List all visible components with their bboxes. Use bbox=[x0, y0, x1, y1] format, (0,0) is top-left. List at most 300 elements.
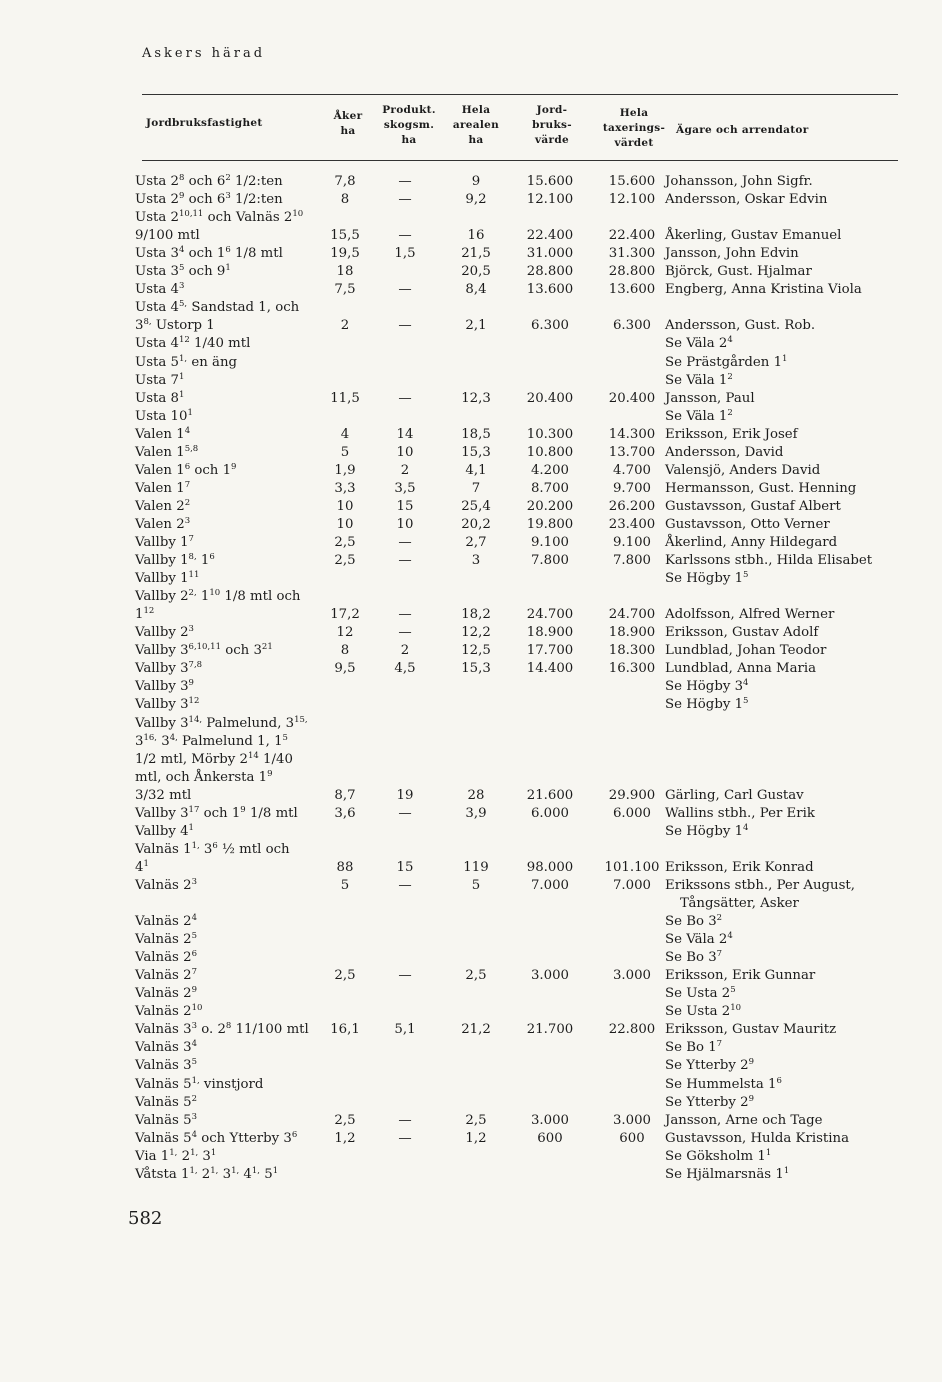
cell-tax: 24.700 bbox=[608, 607, 656, 623]
cell-owner: Se Högby $3^4$ bbox=[665, 678, 749, 695]
cell-property: Vallby $4^1$ bbox=[135, 822, 194, 839]
cell-owner: Gustavsson, Otto Verner bbox=[665, 516, 830, 532]
cell-tax: 600 bbox=[619, 1130, 645, 1146]
cell-hela: 20,2 bbox=[461, 516, 491, 532]
cell-property: Vallby $3^{14,}$ Palmelund, $3^{15,}$ bbox=[135, 714, 308, 731]
cell-aker: 11,5 bbox=[330, 390, 360, 406]
table-row bbox=[0, 191, 942, 209]
cell-tax: 6.300 bbox=[612, 318, 652, 334]
cell-property: Usta $4^3$ bbox=[135, 281, 185, 298]
cell-owner: Eriksson, Erik Josef bbox=[665, 426, 798, 442]
cell-jord: 10.800 bbox=[526, 444, 574, 460]
cell-jord: 18.900 bbox=[526, 625, 574, 641]
cell-hela: 18,5 bbox=[461, 426, 491, 442]
cell-property: Valnäs $2^4$ bbox=[135, 913, 197, 930]
cell-jord: 6.000 bbox=[530, 805, 570, 821]
table-row bbox=[0, 1076, 942, 1094]
cell-property: Valen $1^4$ bbox=[135, 425, 191, 442]
table-row bbox=[0, 895, 942, 913]
cell-tax: 16.300 bbox=[608, 661, 656, 677]
cell-aker: 5 bbox=[340, 877, 350, 893]
cell-property: Usta $2^8$ och $6^2$ 1/2:ten bbox=[135, 173, 283, 189]
cell-jord: 21.700 bbox=[526, 1022, 574, 1038]
cell-jord: 17.700 bbox=[526, 643, 574, 659]
cell-property: Usta $7^1$ bbox=[135, 371, 185, 388]
cell-tax: 9.100 bbox=[612, 535, 652, 550]
cell-property: Usta $4^{12}$ 1/40 mtl bbox=[135, 335, 251, 352]
cell-aker: 2,5 bbox=[334, 1112, 356, 1128]
cell-jord: 20.200 bbox=[526, 498, 574, 514]
cell-hela: 21,2 bbox=[461, 1022, 491, 1038]
col-header-hela: Hela arealen ha bbox=[452, 104, 500, 146]
cell-property: Valnäs $3^5$ bbox=[135, 1057, 197, 1074]
table-row bbox=[0, 426, 942, 444]
cell-property: 1/2 mtl, Mörby $2^{14}$ 1/40 bbox=[135, 750, 293, 767]
cell-jord: 10.300 bbox=[526, 426, 574, 442]
cell-property: Valnäs $5^2$ bbox=[135, 1093, 197, 1110]
cell-property: Usta $3^4$ och $1^6$ 1/8 mtl bbox=[135, 245, 283, 262]
table-row bbox=[0, 570, 942, 588]
cell-aker: 2,5 bbox=[334, 968, 356, 984]
table-row bbox=[0, 877, 942, 895]
table-row bbox=[0, 1021, 942, 1039]
cell-owner: Åkerlind, Anny Hildegard bbox=[665, 535, 838, 550]
cell-prod: — bbox=[398, 228, 412, 244]
table-row bbox=[0, 949, 942, 967]
cell-prod: 19 bbox=[396, 787, 414, 803]
cell-property: Valnäs $2^{10}$ bbox=[135, 1003, 203, 1020]
table-row bbox=[0, 931, 942, 949]
cell-tax: 7.800 bbox=[612, 553, 652, 569]
table-row bbox=[0, 408, 942, 426]
cell-property: Vallby $1^{8,}$ $1^6$ bbox=[135, 552, 215, 569]
cell-owner: Jansson, Paul bbox=[665, 390, 755, 406]
table-row bbox=[0, 642, 942, 660]
cell-prod: — bbox=[398, 192, 412, 208]
table-row bbox=[0, 1057, 942, 1075]
col-header-property: Jordbruksfastighet bbox=[146, 117, 263, 129]
cell-tax: 31.300 bbox=[608, 246, 656, 262]
table-row bbox=[0, 751, 942, 769]
cell-prod: — bbox=[398, 1130, 412, 1146]
cell-owner: Se Hjälmarsnäs $1^1$ bbox=[665, 1165, 790, 1182]
cell-owner: Eriksson, Erik Konrad bbox=[665, 859, 814, 875]
cell-aker: 18 bbox=[336, 264, 354, 280]
cell-hela: 15,3 bbox=[461, 661, 491, 677]
cell-hela: 9 bbox=[471, 174, 481, 189]
cell-prod: — bbox=[398, 390, 412, 406]
cell-property: Våtsta $1^{1,}$ $2^{1,}$ $3^{1,}$ $4^{1,}$ $5^1$ bbox=[135, 1165, 279, 1182]
cell-prod: — bbox=[398, 625, 412, 641]
cell-tax: 3.000 bbox=[612, 968, 652, 984]
cell-prod: — bbox=[398, 1112, 412, 1128]
table-row bbox=[0, 696, 942, 714]
cell-owner: Gärling, Carl Gustav bbox=[665, 787, 804, 803]
cell-tax: 7.000 bbox=[612, 877, 652, 893]
cell-property: Valnäs $2^3$ bbox=[135, 876, 197, 893]
cell-property: $1^{12}$ bbox=[135, 606, 155, 623]
cell-hela: 8,4 bbox=[465, 282, 487, 298]
table-row bbox=[0, 1039, 942, 1057]
cell-owner: Wallins stbh., Per Erik bbox=[665, 805, 815, 821]
table-row bbox=[0, 299, 942, 317]
cell-jord: 7.000 bbox=[530, 877, 570, 893]
table-row bbox=[0, 552, 942, 570]
cell-tax: 4.700 bbox=[612, 462, 652, 478]
cell-owner: Se Bo $3^7$ bbox=[665, 949, 723, 966]
cell-hela: 9,2 bbox=[465, 192, 487, 208]
cell-property: Vallby $3^9$ bbox=[135, 678, 194, 695]
cell-prod: — bbox=[398, 174, 412, 189]
table-row bbox=[0, 769, 942, 787]
table-top-rule bbox=[142, 94, 898, 95]
cell-owner: Se Usta $2^{10}$ bbox=[665, 1003, 742, 1020]
cell-owner: Se Bo $3^2$ bbox=[665, 913, 723, 930]
cell-property: 3/32 mtl bbox=[135, 787, 192, 803]
table-row bbox=[0, 444, 942, 462]
cell-jord: 22.400 bbox=[526, 228, 574, 244]
table-row bbox=[0, 480, 942, 498]
cell-owner: Se Väla $1^2$ bbox=[665, 371, 733, 388]
cell-property: Valen $1^6$ och $1^9$ bbox=[135, 461, 237, 478]
cell-hela: 119 bbox=[463, 859, 489, 875]
table-row bbox=[0, 1166, 942, 1184]
cell-prod: — bbox=[398, 877, 412, 893]
cell-hela: 2,5 bbox=[465, 1112, 487, 1128]
cell-property: Valnäs $5^4$ och Ytterby $3^6$ bbox=[135, 1129, 298, 1146]
cell-owner: Andersson, David bbox=[665, 444, 784, 460]
cell-aker: 4 bbox=[340, 426, 350, 442]
cell-prod: 2 bbox=[400, 462, 410, 478]
cell-hela: 25,4 bbox=[461, 498, 491, 514]
cell-tax: 15.600 bbox=[608, 174, 656, 189]
table-row bbox=[0, 354, 942, 372]
cell-property: Valnäs $5^3$ bbox=[135, 1111, 197, 1128]
cell-owner: Eriksson, Gustav Mauritz bbox=[665, 1022, 837, 1038]
cell-tax: 22.800 bbox=[608, 1022, 656, 1038]
cell-tax: 3.000 bbox=[612, 1112, 652, 1128]
cell-aker: 2,5 bbox=[334, 535, 356, 550]
cell-hela: 20,5 bbox=[461, 264, 491, 280]
cell-prod: 10 bbox=[396, 444, 414, 460]
table-row bbox=[0, 841, 942, 859]
cell-property: 9/100 mtl bbox=[135, 228, 200, 244]
cell-tax: 18.900 bbox=[608, 625, 656, 641]
cell-tax: 18.300 bbox=[608, 643, 656, 659]
cell-hela: 2,1 bbox=[465, 318, 487, 334]
cell-jord: 8.700 bbox=[530, 480, 570, 496]
cell-owner: Andersson, Gust. Rob. bbox=[665, 318, 816, 334]
cell-property: mtl, och Ånkersta $1^9$ bbox=[135, 768, 273, 785]
cell-aker: 17,2 bbox=[330, 607, 360, 623]
cell-prod: — bbox=[398, 968, 412, 984]
cell-property: $3^{8,}$ Ustorp 1 bbox=[135, 317, 215, 334]
cell-prod: — bbox=[398, 607, 412, 623]
cell-owner: Se Usta $2^5$ bbox=[665, 985, 736, 1002]
cell-owner: Se Väla $2^4$ bbox=[665, 335, 733, 352]
cell-owner: Adolfsson, Alfred Werner bbox=[665, 607, 835, 623]
table-row bbox=[0, 715, 942, 733]
table-row bbox=[0, 859, 942, 877]
page-header: Askers härad bbox=[142, 46, 266, 61]
cell-tax: 22.400 bbox=[608, 228, 656, 244]
table-header-rule bbox=[142, 160, 898, 161]
cell-owner: Se Ytterby $2^9$ bbox=[665, 1093, 755, 1110]
cell-prod: — bbox=[398, 805, 412, 821]
cell-prod: — bbox=[398, 282, 412, 298]
table-row bbox=[0, 1130, 942, 1148]
cell-hela: 16 bbox=[467, 228, 485, 244]
cell-property: Usta $2^9$ och $6^3$ 1/2:ten bbox=[135, 191, 283, 208]
table-row bbox=[0, 913, 942, 931]
cell-owner: Se Göksholm $1^1$ bbox=[665, 1147, 772, 1164]
table-row bbox=[0, 263, 942, 281]
cell-hela: 12,3 bbox=[461, 390, 491, 406]
cell-prod: — bbox=[398, 535, 412, 550]
cell-hela: 3,9 bbox=[465, 805, 487, 821]
cell-jord: 98.000 bbox=[526, 859, 574, 875]
cell-owner: Andersson, Oskar Edvin bbox=[665, 192, 828, 208]
cell-property: Valen 1$^{5,8}$ bbox=[135, 443, 199, 460]
cell-owner: Lundblad, Johan Teodor bbox=[665, 643, 827, 659]
cell-tax: 14.300 bbox=[608, 426, 656, 442]
cell-hela: 15,3 bbox=[461, 444, 491, 460]
cell-property: Valnäs $5^{1,}$ vinstjord bbox=[135, 1075, 264, 1092]
table-row bbox=[0, 498, 942, 516]
table-row bbox=[0, 1094, 942, 1112]
cell-property: Valnäs $2^7$ bbox=[135, 967, 197, 984]
cell-hela: 1,2 bbox=[465, 1130, 487, 1146]
cell-jord: 14.400 bbox=[526, 661, 574, 677]
cell-tax: 23.400 bbox=[608, 516, 656, 532]
cell-property: Vallby 3$^{7,8}$ bbox=[135, 660, 203, 677]
cell-hela: 12,5 bbox=[461, 643, 491, 659]
table-row bbox=[0, 967, 942, 985]
cell-property: Valen $2^2$ bbox=[135, 497, 191, 514]
cell-jord: 13.600 bbox=[526, 282, 574, 298]
cell-jord: 20.400 bbox=[526, 390, 574, 406]
cell-owner: Se Högby $1^5$ bbox=[665, 696, 749, 713]
col-header-jord: Jord- bruks- värde bbox=[532, 104, 572, 146]
cell-tax: 101.100 bbox=[604, 859, 660, 875]
cell-tax: 13.700 bbox=[608, 444, 656, 460]
col-header-prod: Produkt. skogsm. ha bbox=[382, 104, 436, 146]
cell-owner: Se Väla $1^2$ bbox=[665, 407, 733, 424]
cell-property: Valnäs $2^5$ bbox=[135, 931, 197, 948]
cell-aker: 88 bbox=[336, 859, 354, 875]
cell-owner: Se Högby $1^5$ bbox=[665, 570, 749, 587]
cell-tax: 9.700 bbox=[612, 480, 652, 496]
cell-owner: Karlssons stbh., Hilda Elisabet bbox=[665, 553, 873, 569]
cell-aker: 7,8 bbox=[334, 174, 356, 189]
cell-property: Usta 2$^{10,11}$ och Valnäs $2^{10}$ bbox=[135, 209, 304, 226]
cell-hela: 3 bbox=[471, 553, 481, 569]
table-row bbox=[0, 1148, 942, 1166]
cell-owner: Jansson, John Edvin bbox=[665, 246, 799, 262]
cell-aker: 15,5 bbox=[330, 228, 360, 244]
cell-property: Usta $8^1$ bbox=[135, 389, 185, 406]
cell-jord: 3.000 bbox=[530, 968, 570, 984]
cell-hela: 5 bbox=[471, 877, 481, 893]
cell-property: Via $1^{1,}$ $2^{1,}$ $3^1$ bbox=[135, 1147, 217, 1164]
cell-owner: Se Högby $1^4$ bbox=[665, 822, 749, 839]
cell-aker: 3,6 bbox=[334, 805, 356, 821]
cell-owner: Engberg, Anna Kristina Viola bbox=[665, 282, 862, 298]
cell-tax: 6.000 bbox=[612, 805, 652, 821]
cell-owner: Erikssons stbh., Per August, bbox=[665, 877, 855, 893]
table-row bbox=[0, 588, 942, 606]
cell-owner: Jansson, Arne och Tage bbox=[665, 1112, 823, 1128]
table-row bbox=[0, 534, 942, 552]
cell-jord: 4.200 bbox=[530, 462, 570, 478]
cell-owner: Hermansson, Gust. Henning bbox=[665, 480, 857, 496]
cell-owner: Se Hummelsta $1^6$ bbox=[665, 1075, 782, 1092]
cell-owner: Gustavsson, Hulda Kristina bbox=[665, 1130, 849, 1146]
cell-prod: — bbox=[398, 318, 412, 334]
table-row bbox=[0, 227, 942, 245]
cell-property: Vallby $1^7$ bbox=[135, 534, 194, 550]
cell-aker: 5 bbox=[340, 444, 350, 460]
cell-owner: Valensjö, Anders David bbox=[665, 462, 821, 478]
col-header-aker: Åker ha bbox=[333, 110, 363, 137]
cell-property: Usta $10^1$ bbox=[135, 407, 193, 424]
table-row bbox=[0, 335, 942, 353]
table-row bbox=[0, 805, 942, 823]
table-row bbox=[0, 1112, 942, 1130]
cell-property: Usta $5^{1,}$ en äng bbox=[135, 353, 238, 370]
cell-owner: Se Bo $1^7$ bbox=[665, 1039, 723, 1056]
cell-owner: Björck, Gust. Hjalmar bbox=[665, 264, 812, 280]
cell-owner: Eriksson, Gustav Adolf bbox=[665, 625, 819, 641]
cell-hela: 18,2 bbox=[461, 607, 491, 623]
cell-property: Valnäs $3^3$ o. $2^8$ 11/100 mtl bbox=[135, 1021, 309, 1038]
cell-owner: Se Prästgården $1^1$ bbox=[665, 353, 788, 370]
cell-owner: Lundblad, Anna Maria bbox=[665, 661, 817, 677]
cell-property: Valen $1^7$ bbox=[135, 479, 191, 496]
cell-aker: 19,5 bbox=[330, 246, 360, 262]
table-row bbox=[0, 678, 942, 696]
cell-tax: 28.800 bbox=[608, 264, 656, 280]
cell-jord: 12.100 bbox=[526, 192, 574, 208]
cell-jord: 600 bbox=[537, 1130, 563, 1146]
table-row bbox=[0, 1003, 942, 1021]
col-header-tax: Hela taxerings- värdet bbox=[602, 107, 666, 149]
cell-prod: 2 bbox=[400, 643, 410, 659]
table-row bbox=[0, 516, 942, 534]
cell-aker: 10 bbox=[336, 516, 354, 532]
cell-aker: 8 bbox=[340, 192, 350, 208]
cell-owner: Se Väla $2^4$ bbox=[665, 931, 733, 948]
cell-aker: 3,3 bbox=[334, 480, 356, 496]
cell-prod: 4,5 bbox=[394, 661, 416, 677]
cell-jord: 15.600 bbox=[526, 174, 574, 189]
table-row bbox=[0, 462, 942, 480]
cell-property: Usta $4^{5,}$ Sandstad 1, och bbox=[135, 299, 300, 316]
cell-prod: 15 bbox=[396, 859, 414, 875]
cell-hela: 21,5 bbox=[461, 246, 491, 262]
table-row bbox=[0, 390, 942, 408]
table-row bbox=[0, 823, 942, 841]
table-row bbox=[0, 209, 942, 227]
cell-owner: Åkerling, Gustav Emanuel bbox=[665, 228, 842, 244]
cell-hela: 2,7 bbox=[465, 535, 487, 550]
cell-aker: 2,5 bbox=[334, 553, 356, 569]
cell-tax: 29.900 bbox=[608, 787, 656, 803]
cell-prod: 5,1 bbox=[394, 1022, 416, 1038]
cell-property: Valnäs $3^4$ bbox=[135, 1039, 197, 1056]
cell-owner: Tångsätter, Asker bbox=[680, 896, 799, 911]
cell-jord: 6.300 bbox=[530, 318, 570, 334]
table-row bbox=[0, 985, 942, 1003]
cell-aker: 12 bbox=[336, 625, 354, 641]
cell-aker: 9,5 bbox=[334, 661, 356, 677]
cell-property: $3^{16,}$ $3^{4,}$ Palmelund 1, $1^5$ bbox=[135, 732, 288, 749]
table-row bbox=[0, 372, 942, 390]
cell-property: Vallby 3$^{6,10,11}$ och $3^{21}$ bbox=[135, 642, 273, 659]
cell-aker: 2 bbox=[340, 318, 350, 334]
cell-property: Usta $3^5$ och $9^1$ bbox=[135, 263, 231, 280]
cell-jord: 28.800 bbox=[526, 264, 574, 280]
cell-owner: Johansson, John Sigfr. bbox=[665, 174, 813, 189]
cell-tax: 20.400 bbox=[608, 390, 656, 406]
table-row bbox=[0, 606, 942, 624]
cell-prod: — bbox=[398, 553, 412, 569]
cell-aker: 10 bbox=[336, 498, 354, 514]
cell-jord: 21.600 bbox=[526, 787, 574, 803]
cell-aker: 1,9 bbox=[334, 462, 356, 478]
cell-prod: 1,5 bbox=[394, 246, 416, 262]
cell-prod: 15 bbox=[396, 498, 414, 514]
table-row bbox=[0, 624, 942, 642]
cell-property: Valen $2^3$ bbox=[135, 515, 191, 532]
cell-aker: 8,7 bbox=[334, 787, 356, 803]
cell-property: Valnäs $2^6$ bbox=[135, 949, 197, 966]
cell-property: Vallby $2^{2,}$ $1^{10}$ 1/8 mtl och bbox=[135, 588, 301, 605]
table-row bbox=[0, 317, 942, 335]
cell-owner: Eriksson, Erik Gunnar bbox=[665, 968, 816, 984]
cell-hela: 7 bbox=[471, 480, 481, 496]
cell-jord: 24.700 bbox=[526, 607, 574, 623]
table-row bbox=[0, 660, 942, 678]
table-row bbox=[0, 173, 942, 191]
cell-tax: 12.100 bbox=[608, 192, 656, 208]
cell-aker: 7,5 bbox=[334, 282, 356, 298]
cell-aker: 8 bbox=[340, 643, 350, 659]
table-row bbox=[0, 245, 942, 263]
cell-hela: 4,1 bbox=[465, 462, 487, 478]
cell-property: Vallby $3^{17}$ och $1^9$ 1/8 mtl bbox=[135, 804, 298, 821]
table-row bbox=[0, 733, 942, 751]
cell-jord: 19.800 bbox=[526, 516, 574, 532]
cell-aker: 1,2 bbox=[334, 1130, 356, 1146]
table-row bbox=[0, 281, 942, 299]
cell-hela: 28 bbox=[467, 787, 485, 803]
cell-property: Vallby $3^{12}$ bbox=[135, 696, 200, 713]
cell-jord: 7.800 bbox=[530, 553, 570, 569]
cell-property: Valnäs $1^{1,}$ $3^6$ ½ mtl och bbox=[135, 840, 290, 857]
page-number: 582 bbox=[128, 1208, 163, 1229]
cell-hela: 12,2 bbox=[461, 625, 491, 641]
cell-tax: 26.200 bbox=[608, 498, 656, 514]
col-header-owner: Ägare och arrendator bbox=[676, 124, 809, 136]
cell-jord: 3.000 bbox=[530, 1112, 570, 1128]
cell-property: Vallby $2^3$ bbox=[135, 624, 194, 641]
cell-property: $4^1$ bbox=[135, 858, 149, 875]
cell-owner: Gustavsson, Gustaf Albert bbox=[665, 498, 841, 514]
cell-prod: 14 bbox=[396, 426, 414, 442]
cell-prod: 10 bbox=[396, 516, 414, 532]
cell-property: Vallby $1^{11}$ bbox=[135, 570, 200, 587]
